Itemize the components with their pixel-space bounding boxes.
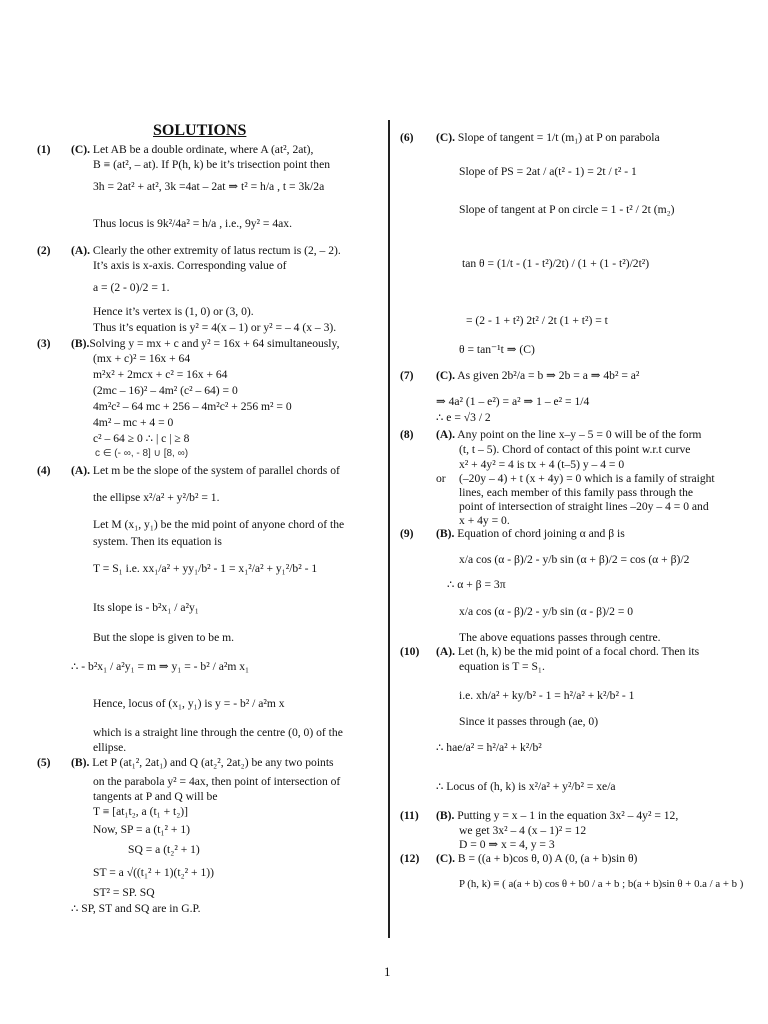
q11-line-3: D = 0 ⇒ x = 4, y = 3 [459, 838, 555, 851]
q10-line-2: equation is T = S₁. [459, 660, 545, 673]
q3-line-7: c² – 64 ≥ 0 ∴ | c | ≥ 8 [93, 432, 190, 445]
q4-line-4: system. Then its equation is [93, 535, 222, 548]
q2-line-5: Thus it’s equation is y² = 4(x – 1) or y² = – 4 (x – 3). [93, 321, 337, 334]
q9-line-3: ∴ α + β = 3π [447, 578, 506, 591]
q6-number: (6) [400, 131, 414, 144]
q4-line-9: Hence, locus of (x₁, y₁) is y = - b² / a²m x [93, 697, 285, 710]
q4-line-2: the ellipse x²/a² + y²/b² = 1. [93, 491, 220, 504]
q4-text-1: Let m be the slope of the system of parallel chords of [92, 464, 340, 477]
q8-line-5: lines, each member of this family pass through the [459, 486, 694, 499]
q8-number: (8) [400, 428, 414, 441]
q10-line-5: ∴ hae/a² = h²/a² + k²/b² [436, 741, 542, 754]
q10-line-4: Since it passes through (ae, 0) [459, 715, 599, 728]
q4-line-7: But the slope is given to be m. [93, 631, 235, 644]
q3-number: (3) [37, 337, 51, 350]
q6-line-6: θ = tan⁻¹t ⇒ (C) [459, 343, 535, 356]
q5-line-8: ST² = SP. SQ [93, 886, 155, 899]
q1-answer: (C). [71, 143, 90, 156]
q5-line-4: T ≡ [at₁t₂, a (t₁ + t₂)] [93, 805, 189, 818]
q7-line-2: ⇒ 4a² (1 – e²) = a² ⇒ 1 – e² = 1/4 [436, 395, 590, 408]
q11-answer: (B). [436, 809, 455, 822]
q3-line-3: m²x² + 2mcx + c² = 16x + 64 [93, 368, 228, 381]
page-title: SOLUTIONS [153, 122, 247, 139]
q2-line-4: Hence it’s vertex is (1, 0) or (3, 0). [93, 305, 254, 318]
q3-line-4: (2mc – 16)² – 4m² (c² – 64) = 0 [93, 384, 238, 397]
q8-line-3: x² + 4y² = 4 is tx + 4 (t–5) y – 4 = 0 [459, 458, 625, 471]
q2-answer: (A). [71, 244, 90, 257]
q7-number: (7) [400, 369, 414, 382]
q10-answer: (A). [436, 645, 455, 658]
q8-line-7: x + 4y = 0. [459, 514, 510, 527]
q3-answer: (B). [71, 337, 90, 350]
q8-answer: (A). [436, 428, 455, 441]
q10-text-1: Let (h, k) be the mid point of a focal chord. Then its [457, 645, 700, 658]
q4-line-1 [71, 464, 340, 478]
q6-line-2: Slope of PS = 2at / a(t² - 1) = 2t / t² - 1 [459, 165, 637, 178]
q8-text-1: Any point on the line x–y – 5 = 0 will be of the form [457, 428, 702, 441]
q5-line-2: on the parabola y² = 4ax, then point of intersection of [93, 775, 341, 788]
page-number: 1 [384, 964, 391, 979]
q5-line-5: Now, SP = a (t₁² + 1) [93, 823, 191, 836]
q3-line-2: (mx + c)² = 16x + 64 [93, 352, 191, 365]
q6-answer: (C). [436, 131, 455, 144]
q5-text-1: Let P (at₁², 2at₁) and Q (at₂², 2at₂) be any two points [92, 756, 334, 769]
q11-line-2: we get 3x² – 4 (x – 1)² = 12 [459, 824, 587, 837]
q9-line-1 [436, 527, 625, 541]
q1-line-4: Thus locus is 9k²/4a² = h/a , i.e., 9y² = 4ax. [93, 217, 292, 230]
q7-answer: (C). [436, 369, 455, 382]
q12-answer: (C). [436, 852, 455, 865]
q5-line-1 [71, 756, 334, 770]
q11-text-1: Putting y = x – 1 in the equation 3x² – 4y² = 12, [457, 809, 679, 822]
q1-line-1 [71, 143, 313, 157]
q11-line-1 [436, 809, 678, 823]
q6-text-1: Slope of tangent = 1/t (m₁) at P on parabola [457, 131, 660, 144]
q4-answer: (A). [71, 464, 90, 477]
q1-text-1: Let AB be a double ordinate, where A (at², 2at), [92, 143, 314, 156]
q12-line-2: P (h, k) ≡ ( a(a + b) cos θ + b0 / a + b ; b(a + b)sin θ + 0.a / a + b ) [459, 878, 744, 890]
q5-line-3: tangents at P and Q will be [93, 790, 218, 803]
q10-number: (10) [400, 645, 420, 658]
column-divider [388, 120, 390, 938]
q9-answer: (B). [436, 527, 455, 540]
q4-line-6: Its slope is - b²x₁ / a²y₁ [93, 601, 199, 614]
q9-line-5: The above equations passes through centre. [459, 631, 661, 644]
q5-line-7: ST = a √((t₁² + 1)(t₂² + 1)) [93, 866, 214, 879]
q2-line-1 [71, 244, 341, 258]
q1-line-3: 3h = 2at² + at², 3k =4at – 2at ⇒ t² = h/a , t = 3k/2a [93, 180, 325, 193]
q4-line-10: which is a straight line through the centre (0, 0) of the [93, 726, 343, 739]
q6-line-3: Slope of tangent at P on circle = 1 - t² / 2t (m₂) [459, 203, 675, 216]
q8-or: or [436, 472, 446, 485]
q11-number: (11) [400, 809, 419, 822]
q10-line-1 [436, 645, 699, 659]
q3-line-1 [71, 337, 339, 351]
q3-line-6: 4m² – mc + 4 = 0 [93, 416, 174, 429]
q5-answer: (B). [71, 756, 90, 769]
q2-text-1: Clearly the other extremity of latus rectum is (2, – 2). [92, 244, 341, 257]
q1-number: (1) [37, 143, 51, 156]
q6-line-1 [436, 131, 660, 145]
q4-line-5: T = S₁ i.e. xx₁/a² + yy₁/b² - 1 = x₁²/a² + y₁²/b² - 1 [93, 562, 318, 575]
q1-line-2: B ≡ (at², – at). If P(h, k) be it’s trisection point then [93, 158, 331, 171]
q5-line-9: ∴ SP, ST and SQ are in G.P. [71, 902, 201, 915]
q12-text-1: B = ((a + b)cos θ, 0) A (0, (a + b)sin θ) [457, 852, 638, 865]
q7-line-3: ∴ e = √3 / 2 [436, 411, 491, 424]
q4-line-3: Let M (x₁, y₁) be the mid point of anyone chord of the [93, 518, 345, 531]
q9-number: (9) [400, 527, 414, 540]
q9-line-2: x/a cos (α - β)/2 - y/b sin (α + β)/2 = cos (α + β)/2 [459, 553, 690, 566]
q4-line-8: ∴ - b²x₁ / a²y₁ = m ⇒ y₁ = - b² / a²m x₁ [71, 660, 250, 673]
q8-line-1 [436, 428, 701, 442]
q2-line-3: a = (2 - 0)/2 = 1. [93, 281, 170, 294]
q3-line-5: 4m²c² – 64 mc + 256 – 4m²c² + 256 m² = 0 [93, 400, 292, 413]
q8-line-4: (–20y – 4) + t (x + 4y) = 0 which is a family of straight [459, 472, 715, 485]
q5-line-6: SQ = a (t₂² + 1) [128, 843, 200, 856]
q4-line-11: ellipse. [93, 741, 127, 754]
q12-line-1 [436, 852, 637, 866]
q8-line-2: (t, t – 5). Chord of contact of this point w.r.t curve [459, 443, 691, 456]
q12-number: (12) [400, 852, 420, 865]
q2-number: (2) [37, 244, 51, 257]
q7-text-1: As given 2b²/a = b ⇒ 2b = a ⇒ 4b² = a² [457, 369, 640, 382]
q9-line-4: x/a cos (α - β)/2 - y/b sin (α - β)/2 = 0 [459, 605, 634, 618]
q7-line-1 [436, 369, 639, 383]
q2-line-2: It’s axis is x-axis. Corresponding value of [93, 259, 287, 272]
q4-number: (4) [37, 464, 51, 477]
q8-line-6: point of intersection of straight lines –20y – 4 = 0 and [459, 500, 709, 513]
q10-line-6: ∴ Locus of (h, k) is x²/a² + y²/b² = xe/a [436, 780, 616, 793]
q3-line-8: c ∈ (- ∞, - 8] ∪ [8, ∞) [95, 448, 189, 459]
q10-line-3: i.e. xh/a² + ky/b² - 1 = h²/a² + k²/b² - 1 [459, 689, 635, 702]
q5-number: (5) [37, 756, 51, 769]
q9-text-1: Equation of chord joining α and β is [457, 527, 625, 540]
q6-line-5: = (2 - 1 + t²) 2t² / 2t (1 + t²) = t [466, 314, 608, 327]
q3-text-1: Solving y = mx + c and y² = 16x + 64 simultaneously, [89, 337, 340, 350]
q6-line-4: tan θ = (1/t - (1 - t²)/2t) / (1 + (1 - t²)/2t²) [462, 257, 650, 270]
